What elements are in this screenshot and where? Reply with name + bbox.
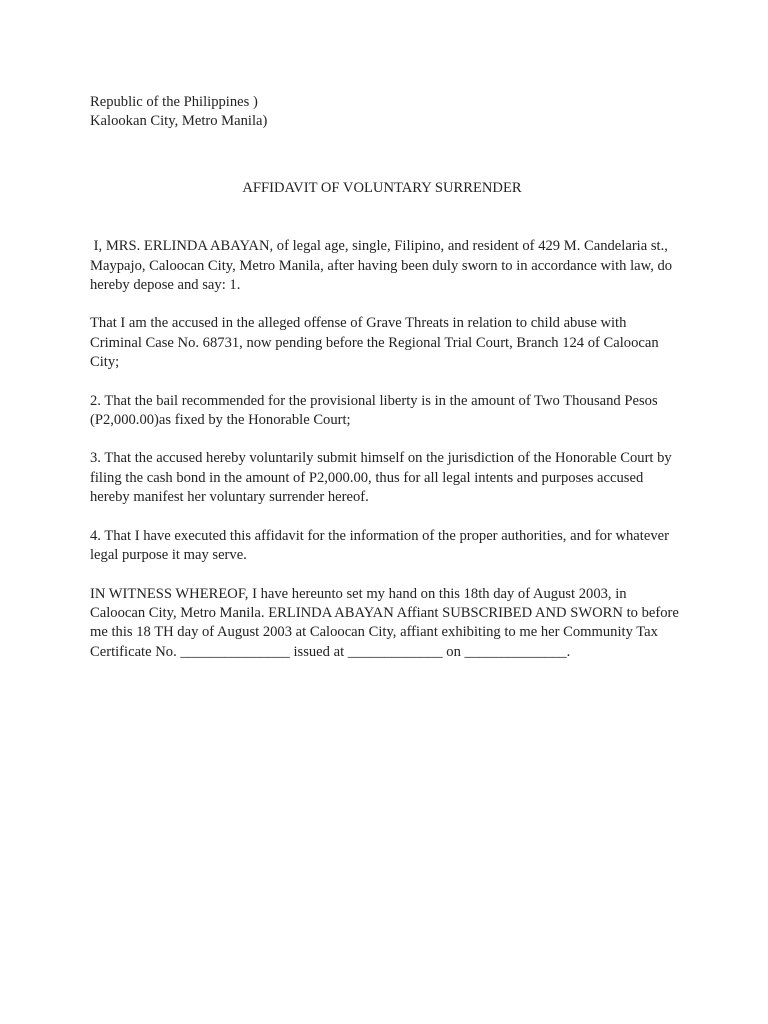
venue-block (90, 93, 680, 132)
intro-paragraph: I, MRS. ERLINDA ABAYAN, of legal age, single, Filipino, and resident of 429 M. Candelaria st., Maypajo, Caloocan City, Metro Manila, after having been duly sworn to in accordance with law, do hereby depose and say: 1. (90, 238, 676, 294)
document-title: AFFIDAVIT OF VOLUNTARY SURRENDER (242, 179, 522, 196)
paragraph-surrender: 3. That the accused hereby voluntarily submit himself on the jurisdiction of the Honorable Court by filing the cash bond in the amount of P2,000.00, thus for all legal intents and purposes accused hereby manifest her voluntary surrender hereof. (90, 450, 672, 506)
venue-city: Kalookan City, Metro Manila) (90, 113, 268, 130)
paragraph-accused: That I am the accused in the alleged offense of Grave Threats in relation to child abuse with Criminal Case No. 68731, now pending before the Regional Trial Court, Branch 124 of Caloocan City; (90, 315, 659, 371)
document-page (90, 93, 680, 681)
witness-paragraph: IN WITNESS WHEREOF, I have hereunto set my hand on this 18th day of August 2003, in Caloocan City, Metro Manila. ERLINDA ABAYAN Affiant SUBSCRIBED AND SWORN to before me this 18 TH day of August 2003 at Caloocan City, affiant exhibiting to me her Community Tax Certificate No. _______________ issued at _____________ on ______________. (90, 585, 679, 660)
venue-country: Republic of the Philippines ) (90, 94, 258, 110)
paragraph-bail: 2. That the bail recommended for the provisional liberty is in the amount of Two Thousand Pesos (P2,000.00)as fixed by the Honorable Court; (90, 392, 658, 429)
paragraph-purpose: 4. That I have executed this affidavit for the information of the proper authorities, and for whatever legal purpose it may serve. (90, 527, 669, 564)
